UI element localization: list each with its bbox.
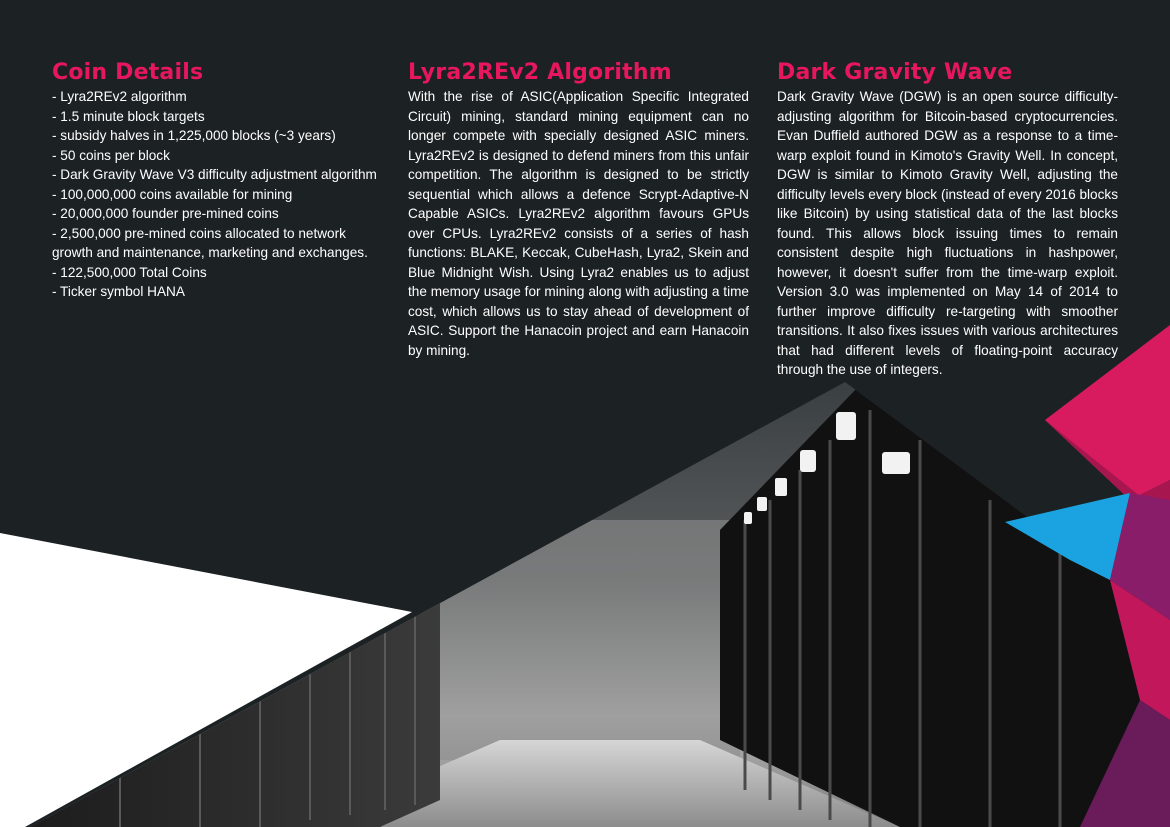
lyra-title: Lyra2REv2 Algorithm <box>408 60 672 85</box>
list-item: - 2,500,000 pre-mined coins allocated to network growth and maintenance, marketing and exchanges. <box>52 225 368 260</box>
list-item: - Dark Gravity Wave V3 difficulty adjustment algorithm <box>52 167 377 182</box>
list-item: - Lyra2REv2 algorithm <box>52 89 187 104</box>
list-item: - subsidy halves in 1,225,000 blocks (~3 years) <box>52 128 336 143</box>
dgw-title: Dark Gravity Wave <box>777 60 1013 85</box>
list-item: - 1.5 minute block targets <box>52 108 205 124</box>
coin-details-section <box>52 58 382 302</box>
dgw-body: Dark Gravity Wave (DGW) is an open source difficulty-adjusting algorithm for Bitcoin-based cryptocurrencies. Evan Duffield authored DGW as a response to a time-warp exploit found in Kimoto's Gravity Well. In concept, DGW is similar to Kimoto Gravity Well, adjusting the difficulty levels every block (instead of every 2016 blocks like Bitcoin) by using statistical data of the last blocks found. This allows block issuing times to remain consistent despite high fluctuations in hashpower, however, it doesn't suffer from the time-warp exploit. Version 3.0 was implemented on May 14 of 2014 to further improve difficulty re-targeting with smoother transitions. It also fixes issues with various architectures that had different levels of floating-point accuracy through the use of integers. <box>777 89 1118 377</box>
list-item: - 20,000,000 founder pre-mined coins <box>52 206 279 221</box>
list-item: - Ticker symbol HANA <box>52 284 185 299</box>
coin-details-title: Coin Details <box>52 60 204 85</box>
lyra-body: With the rise of ASIC(Application Specific Integrated Circuit) mining, standard mining equipment can no longer compete with specially designed ASIC miners. Lyra2REv2 is designed to defend miners from this unfair competition. The algorithm is designed to be strictly sequential which allows a defence Scrypt-Adaptive-N Capable ASICs. Lyra2REv2 algorithm favours GPUs over CPUs. Lyra2REv2 consists of a series of hash functions: BLAKE, Keccak, CubeHash, Lyra2, Skein and Blue Midnight Wish. Using Lyra2 enables us to adjust the memory usage for mining along with adjusting a time cost, which allows us to stay ahead of development of ASIC. Support the Hanacoin project and earn Hanacoin by mining. <box>408 89 749 358</box>
dgw-section <box>777 58 1118 380</box>
list-item: - 100,000,000 coins available for mining <box>52 186 293 202</box>
lyra-section <box>408 58 749 360</box>
coin-details-list <box>52 87 382 302</box>
list-item: - 50 coins per block <box>52 147 170 163</box>
list-item: - 122,500,000 Total Coins <box>52 264 207 280</box>
